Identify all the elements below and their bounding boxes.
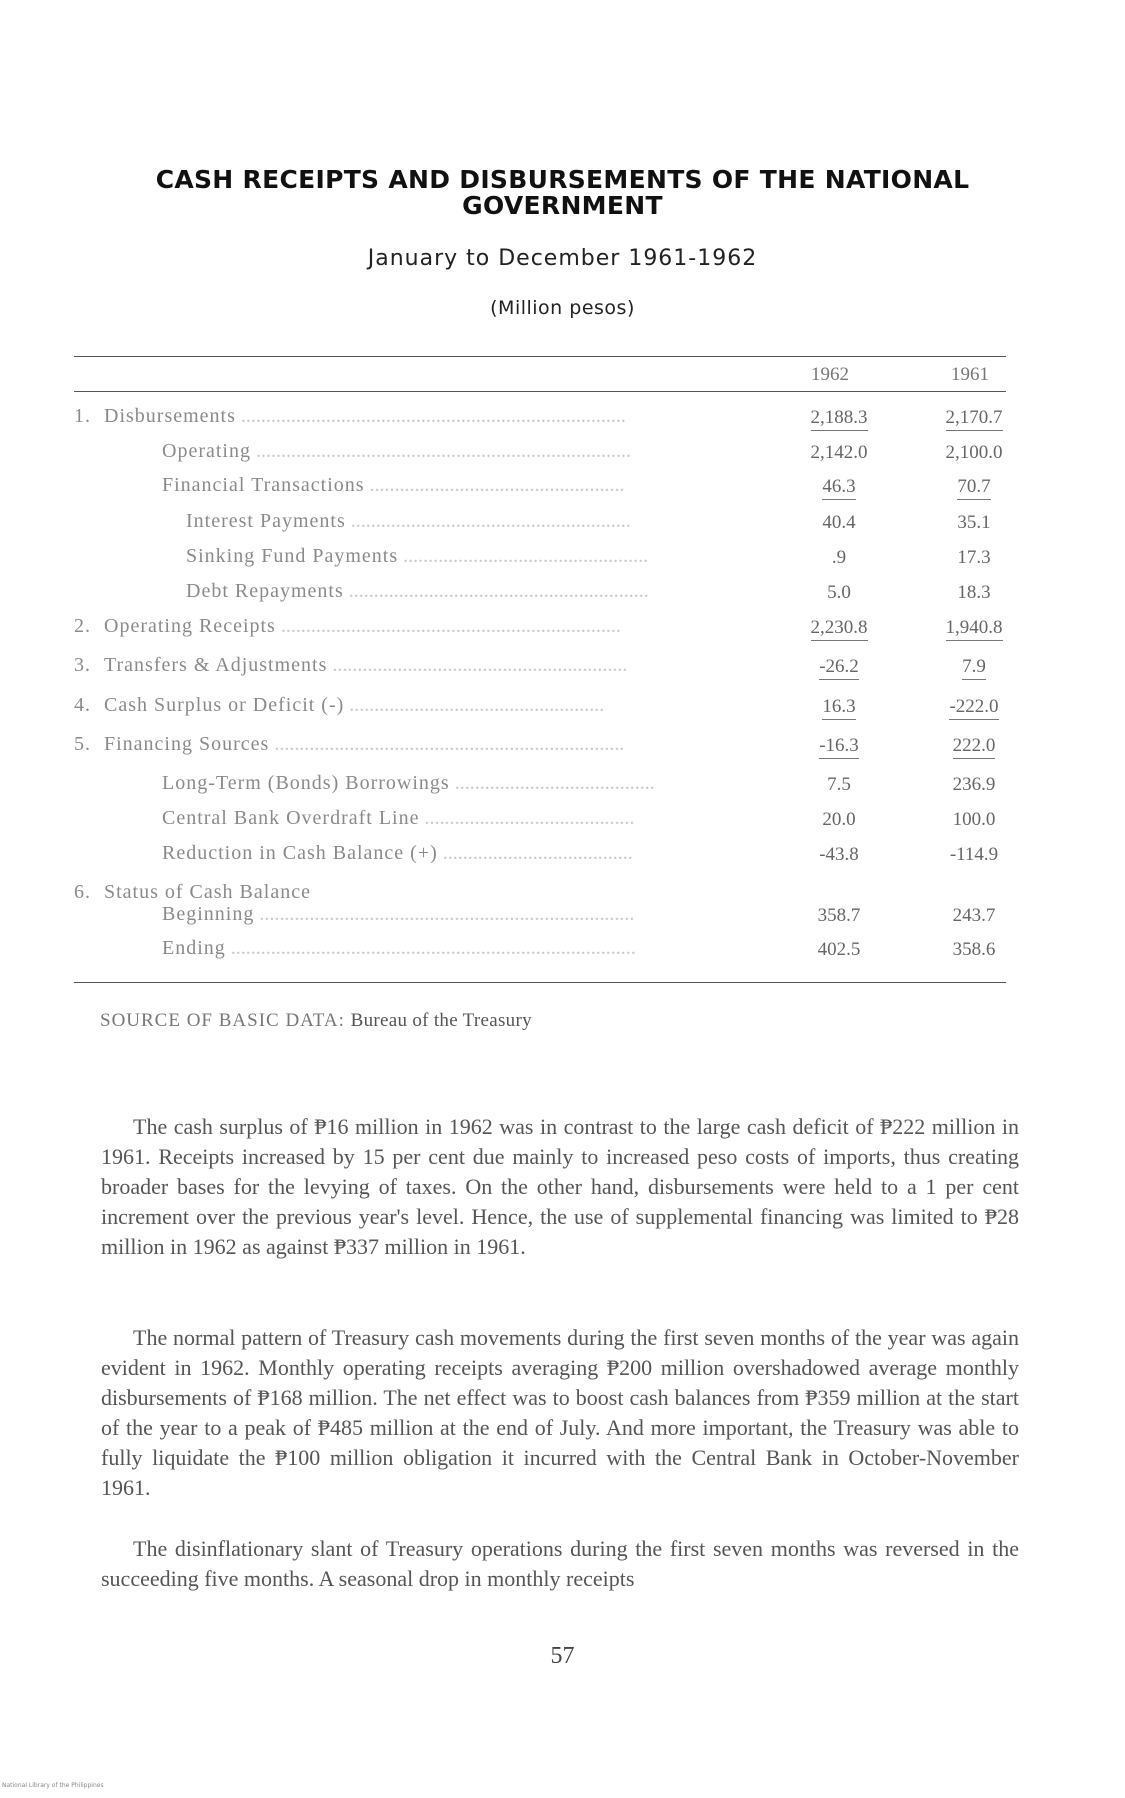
page-title-line-1: CASH RECEIPTS AND DISBURSEMENTS OF THE NATIONAL <box>155 165 970 194</box>
cell-value: 46.3 <box>822 476 855 500</box>
value-1961 <box>914 476 1034 498</box>
row-number: 1. <box>74 405 91 427</box>
value-1961 <box>914 905 1034 927</box>
row-label-text: Operating Receipts <box>104 615 276 637</box>
cell-value: .9 <box>831 547 847 568</box>
table-row <box>74 545 1004 575</box>
value-1961 <box>914 617 1034 639</box>
table-row <box>74 510 1004 540</box>
row-label <box>74 733 624 756</box>
source-label: SOURCE OF BASIC DATA: <box>100 1010 345 1031</box>
dot-leader: ................................................... <box>364 474 625 496</box>
row-number: 3. <box>74 654 91 676</box>
table-row <box>74 694 1004 724</box>
row-label-text: Transfers & Adjustments <box>104 654 328 676</box>
row-label <box>186 545 648 568</box>
cell-value: -26.2 <box>819 656 859 680</box>
paragraph-3: The disinflationary slant of Treasury operations during the first seven months was reversed in the succeeding five months. A seasonal drop in monthly receipts <box>101 1536 1019 1591</box>
value-1962 <box>774 547 904 569</box>
cell-value: 2,170.7 <box>946 407 1003 431</box>
value-1961 <box>914 844 1034 866</box>
dot-leader: .................................................................... <box>275 615 621 637</box>
row-label-text: Ending <box>162 937 226 959</box>
cell-value: -222.0 <box>949 696 998 720</box>
cell-value: -16.3 <box>819 735 859 759</box>
row-label <box>162 440 631 463</box>
row-label-text: Beginning <box>162 903 255 925</box>
cell-value: 2,230.8 <box>811 617 868 641</box>
unit-label: (Million pesos) <box>490 297 635 319</box>
row-number: 4. <box>74 694 91 716</box>
row-number: 6. <box>74 881 91 903</box>
value-1962 <box>774 407 904 429</box>
value-1961 <box>914 735 1034 757</box>
value-1962 <box>774 617 904 639</box>
cell-value: 17.3 <box>957 547 991 568</box>
cell-value: -43.8 <box>819 844 859 865</box>
cell-value: 1,940.8 <box>946 617 1003 641</box>
value-1962 <box>774 656 904 678</box>
row-label-text: Debt Repayments <box>186 580 344 602</box>
row-label <box>74 615 621 638</box>
table-subtitle: January to December 1961-1962 <box>367 246 758 271</box>
dot-leader: ........................................................................... <box>254 903 635 925</box>
value-1962 <box>774 905 904 927</box>
cell-value: 402.5 <box>817 939 861 960</box>
page-number: 57 <box>550 1643 575 1669</box>
page-title-line-2: GOVERNMENT <box>462 191 663 220</box>
table-header-rule <box>74 391 1006 392</box>
dot-leader: ................................................... <box>344 694 605 716</box>
cell-value: 7.5 <box>827 774 851 795</box>
dot-leader: ........................................................... <box>327 654 628 676</box>
value-1961 <box>914 774 1034 796</box>
value-1962 <box>774 476 904 498</box>
row-label <box>186 510 631 533</box>
table-row <box>74 580 1004 610</box>
table-top-rule <box>74 356 1006 357</box>
paragraph-1: The cash surplus of ₱16 million in 1962 was in contrast to the large cash deficit of ₱222 million in 1961. Receipts increased by 15 per cent due mainly to increased peso costs of imports, thus creating broader bases for the levying of taxes. On the other hand, disbursements were held to a 1 per cent increment over the previous year's level. Hence, the use of supplemental financing was limited to ₱28 million in 1962 as against ₱337 million in 1961. <box>101 1114 1019 1259</box>
cell-value: 35.1 <box>957 512 991 533</box>
dot-leader: ........................................................ <box>345 510 631 532</box>
row-label-text: Financing Sources <box>104 733 270 755</box>
dot-leader: ................................................. <box>398 545 649 567</box>
value-1962 <box>774 582 904 604</box>
row-label-text: Long-Term (Bonds) Borrowings <box>162 772 450 794</box>
table-row <box>74 405 1004 435</box>
dot-leader: ........................................ <box>449 772 655 794</box>
table-row <box>74 615 1004 645</box>
source-value: Bureau of the Treasury <box>350 1010 532 1031</box>
row-label-text: Disbursements <box>104 405 236 427</box>
row-label-text: Interest Payments <box>186 510 346 532</box>
cell-value: 70.7 <box>957 476 990 500</box>
row-label-text: Status of Cash Balance <box>104 881 311 903</box>
dot-leader: ........................................................................... <box>250 440 631 462</box>
value-1961 <box>914 696 1034 718</box>
row-label <box>74 694 604 717</box>
cell-value: 222.0 <box>953 735 996 759</box>
column-header-1961: 1961 <box>951 364 989 385</box>
value-1962 <box>774 774 904 796</box>
column-header-1962: 1962 <box>811 364 849 385</box>
row-number: 5. <box>74 733 91 755</box>
value-1962 <box>774 442 904 464</box>
cell-value: 18.3 <box>957 582 991 603</box>
value-1961 <box>914 407 1034 429</box>
footer-credit: National Library of the Philippines <box>2 1782 104 1789</box>
value-1961 <box>914 939 1034 961</box>
value-1962 <box>774 844 904 866</box>
value-1961 <box>914 656 1034 678</box>
cell-value: 358.7 <box>817 905 861 926</box>
cell-value: -114.9 <box>949 844 999 865</box>
row-label <box>162 772 655 795</box>
row-label <box>162 807 634 830</box>
row-label <box>74 405 626 428</box>
cell-value: 2,142.0 <box>810 442 868 463</box>
value-1962 <box>774 512 904 534</box>
table-row <box>74 654 1004 684</box>
cell-value: 236.9 <box>952 774 996 795</box>
dot-leader: ...................................... <box>437 842 633 864</box>
row-label <box>162 474 625 497</box>
table-row <box>74 903 1004 933</box>
row-label-text: Reduction in Cash Balance (+) <box>162 842 438 864</box>
cell-value: 20.0 <box>822 809 856 830</box>
cell-value: 40.4 <box>822 512 856 533</box>
table-row <box>74 474 1004 504</box>
row-label-text: Financial Transactions <box>162 474 365 496</box>
dot-leader: ............................................................................. <box>235 405 626 427</box>
source-note <box>100 1010 532 1032</box>
value-1961 <box>914 442 1034 464</box>
row-label <box>162 842 633 865</box>
row-label-text: Sinking Fund Payments <box>186 545 399 567</box>
table-bottom-rule <box>74 982 1006 983</box>
paragraph-2: The normal pattern of Treasury cash movements during the first seven months of the year was again evident in 1962. Monthly operating receipts averaging ₱200 million overshadowed average monthly disbursements of ₱168 million. The net effect was to boost cash balances from ₱359 million at the start of the year to a peak of ₱485 million at the end of July. And more important, the Treasury was able to fully liquidate the ₱100 million obligation it incurred with the Central Bank in October-November 1961. <box>101 1325 1019 1500</box>
row-label <box>162 903 634 926</box>
table-row <box>74 772 1004 802</box>
row-label-text: Cash Surplus or Deficit (-) <box>104 694 345 716</box>
cell-value: 2,188.3 <box>811 407 868 431</box>
cell-value: 16.3 <box>822 696 855 720</box>
row-label <box>186 580 649 603</box>
value-1962 <box>774 696 904 718</box>
value-1961 <box>914 809 1034 831</box>
cell-value: 243.7 <box>952 905 996 926</box>
cell-value: 7.9 <box>962 656 986 680</box>
table-row <box>74 807 1004 837</box>
cell-value: 100.0 <box>952 809 996 830</box>
row-number: 2. <box>74 615 91 637</box>
table-row <box>74 842 1004 872</box>
row-label <box>74 881 311 904</box>
table-row <box>74 937 1004 967</box>
dot-leader: .......................................... <box>419 807 635 829</box>
row-label <box>74 654 627 677</box>
cell-value: 5.0 <box>827 582 851 603</box>
value-1961 <box>914 582 1034 604</box>
value-1962 <box>774 939 904 961</box>
dot-leader: ...................................................................... <box>269 733 625 755</box>
cell-value: 2,100.0 <box>945 442 1003 463</box>
value-1961 <box>914 547 1034 569</box>
dot-leader: ............................................................ <box>343 580 649 602</box>
row-label-text: Operating <box>162 440 251 462</box>
table-row <box>74 440 1004 470</box>
table-row <box>74 733 1004 763</box>
row-label-text: Central Bank Overdraft Line <box>162 807 420 829</box>
cell-value: 358.6 <box>952 939 996 960</box>
value-1962 <box>774 809 904 831</box>
value-1962 <box>774 735 904 757</box>
dot-leader: ................................................................................. <box>225 937 636 959</box>
value-1961 <box>914 512 1034 534</box>
row-label <box>162 937 636 960</box>
